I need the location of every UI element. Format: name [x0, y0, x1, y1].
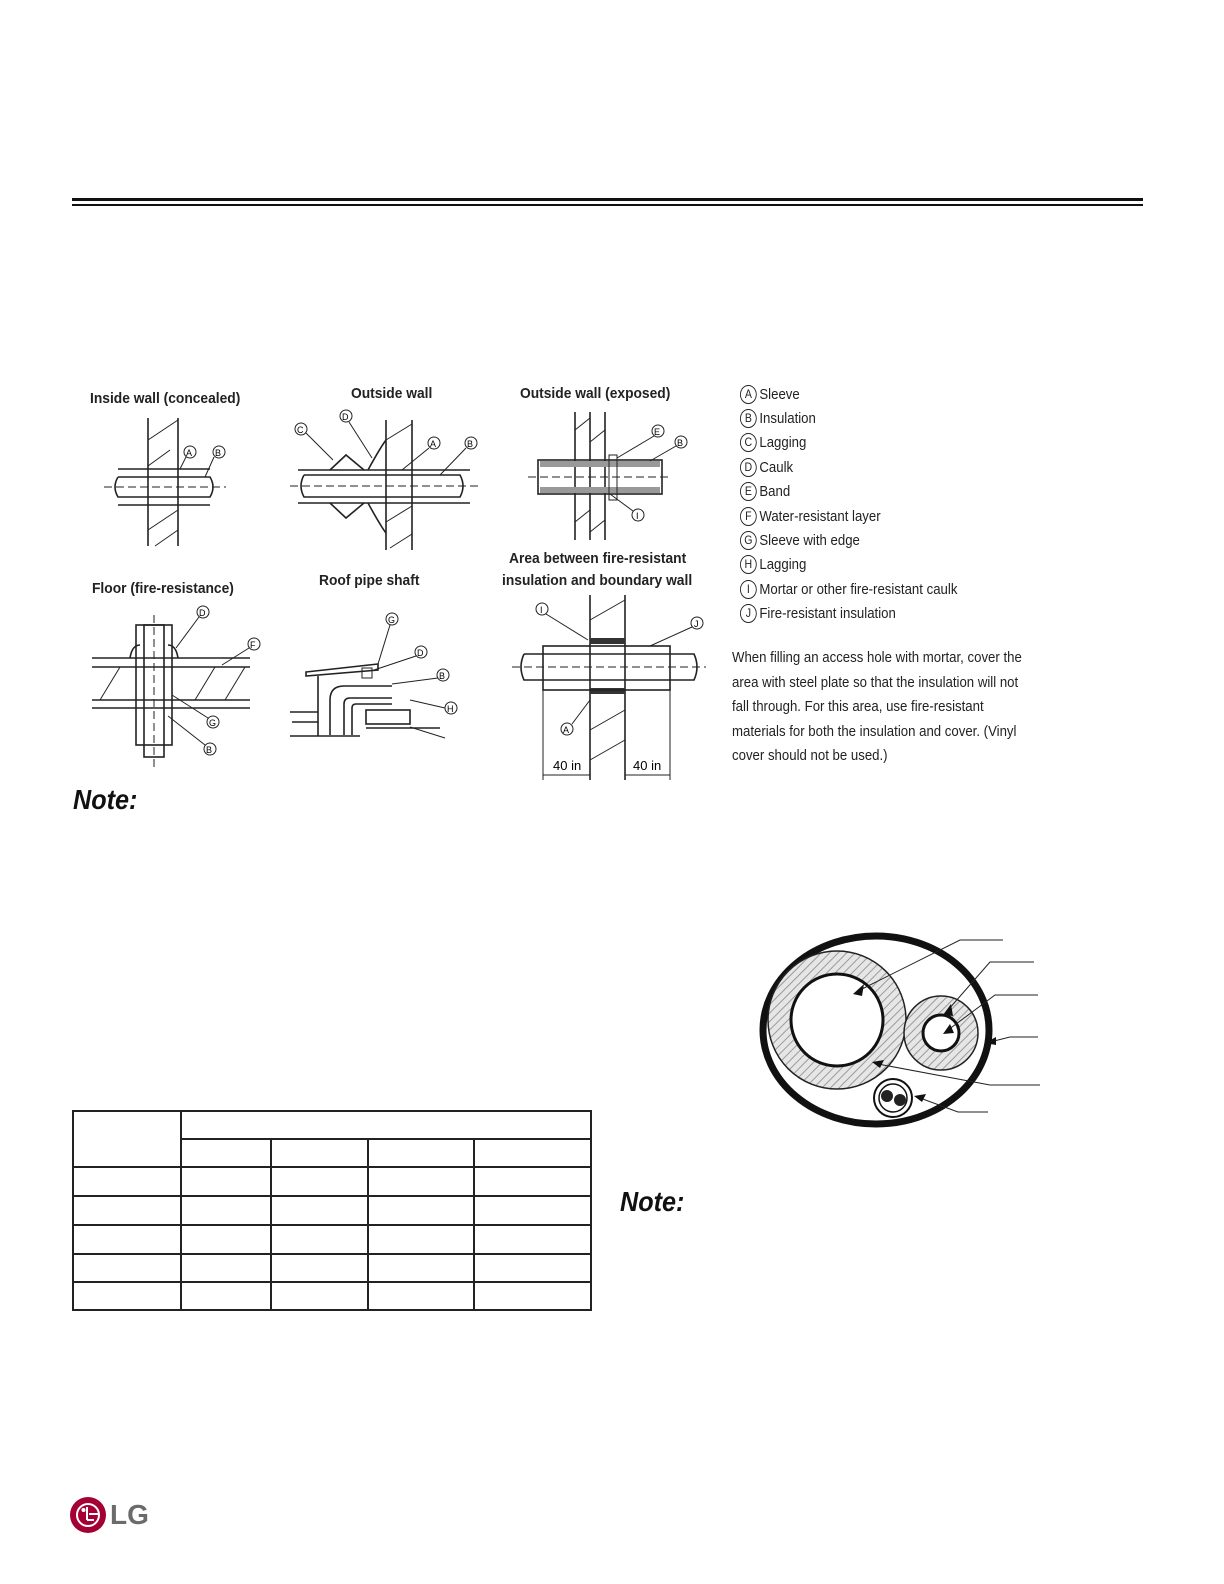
table-cell: [181, 1254, 271, 1282]
title-area-line2: insulation and boundary wall: [502, 572, 693, 589]
fire-note-paragraph: When filling an access hole with mortar, cover the area with steel plate so that the insulation will not fall through. For this area, use fire-resistant materials for both the insulation and cover. (Vinyl cover should not be used.): [732, 649, 1022, 764]
legend-letter: C: [740, 433, 757, 452]
table-cell: [368, 1139, 475, 1167]
table-cell: [271, 1282, 367, 1310]
legend-label: Band: [759, 483, 791, 501]
svg-text:C: C: [297, 425, 304, 435]
dim-right: 40 in: [633, 758, 662, 773]
svg-text:J: J: [694, 619, 699, 629]
legend-letter: H: [740, 555, 757, 574]
svg-text:B: B: [215, 448, 222, 458]
table-row: [73, 1282, 591, 1310]
table-cell: [368, 1282, 475, 1310]
table-cell: [474, 1282, 591, 1310]
legend-label: Lagging: [759, 434, 807, 452]
lg-logo: [70, 1497, 149, 1533]
svg-text:A: A: [430, 439, 437, 449]
table-cell: [271, 1225, 367, 1254]
svg-text:I: I: [636, 511, 639, 521]
table-cell: [474, 1196, 591, 1225]
svg-text:B: B: [439, 671, 446, 681]
legend-letter: B: [740, 409, 757, 428]
table-row: [73, 1254, 591, 1282]
table-cell: [73, 1282, 181, 1310]
legend-letter: I: [740, 580, 757, 599]
svg-text:B: B: [677, 438, 684, 448]
table-cell: [271, 1196, 367, 1225]
legend-letter: E: [740, 482, 757, 501]
title-area-line1: Area between fire-resistant: [509, 550, 687, 567]
table-cell: [474, 1167, 591, 1196]
table-cell: [73, 1254, 181, 1282]
pipe-size-table: [72, 1110, 592, 1311]
svg-text:G: G: [388, 615, 396, 625]
title-outside-wall-exposed: Outside wall (exposed): [520, 385, 671, 402]
title-roof: Roof pipe shaft: [319, 572, 420, 589]
table-cell: [181, 1225, 271, 1254]
table-cell: [181, 1167, 271, 1196]
dim-left: 40 in: [553, 758, 582, 773]
title-inside-wall: Inside wall (concealed): [90, 390, 241, 407]
legend-letter: J: [740, 604, 757, 623]
svg-text:I: I: [540, 605, 543, 615]
table-cell: [474, 1139, 591, 1167]
legend-label: Mortar or other fire-resistant caulk: [759, 580, 958, 598]
note-heading-2: Note:: [620, 1186, 685, 1217]
table-cell: [474, 1225, 591, 1254]
legend-label: Fire-resistant insulation: [759, 605, 896, 623]
table-cell: [181, 1196, 271, 1225]
svg-text:B: B: [467, 439, 474, 449]
legend-label: Lagging: [759, 556, 807, 574]
svg-text:A: A: [186, 448, 193, 458]
legend-letter: D: [740, 458, 757, 477]
lg-logo-text: LG: [110, 1499, 149, 1530]
legend-label: Caulk: [759, 458, 794, 476]
note-heading-1: Note:: [73, 784, 138, 815]
table-row: [73, 1167, 591, 1196]
svg-text:H: H: [447, 704, 454, 714]
svg-text:F: F: [250, 640, 256, 650]
table-cell: [271, 1167, 367, 1196]
legend-label: Sleeve: [759, 385, 800, 403]
table-cell: [181, 1282, 271, 1310]
legend-label: Sleeve with edge: [759, 532, 860, 550]
table-cell: [73, 1225, 181, 1254]
table-row: [73, 1111, 591, 1139]
svg-text:G: G: [209, 718, 217, 728]
table-cell: [368, 1196, 475, 1225]
table-row: [73, 1225, 591, 1254]
table-cell: [271, 1254, 367, 1282]
table-cell: [73, 1111, 181, 1167]
table-cell: [368, 1225, 475, 1254]
table-cell: [368, 1167, 475, 1196]
title-floor: Floor (fire-resistance): [92, 580, 234, 597]
svg-text:D: D: [417, 648, 424, 658]
table-cell: [73, 1196, 181, 1225]
table-cell: [271, 1139, 367, 1167]
table-cell: [73, 1167, 181, 1196]
legend-letter: F: [740, 507, 757, 526]
svg-text:D: D: [199, 608, 206, 618]
table-cell: [181, 1111, 591, 1139]
lg-logo-mark: [70, 1497, 106, 1533]
svg-text:D: D: [342, 412, 349, 422]
table-row: [73, 1196, 591, 1225]
title-outside-wall: Outside wall: [351, 385, 433, 402]
table-cell: [474, 1254, 591, 1282]
table-cell: [368, 1254, 475, 1282]
svg-text:A: A: [563, 725, 570, 735]
legend-label: Insulation: [759, 410, 816, 428]
svg-text:E: E: [654, 427, 661, 437]
legend-label: Water-resistant layer: [759, 507, 881, 525]
svg-text:B: B: [206, 745, 213, 755]
legend-letter: A: [740, 385, 757, 404]
table-cell: [181, 1139, 271, 1167]
legend-letter: G: [740, 531, 757, 550]
